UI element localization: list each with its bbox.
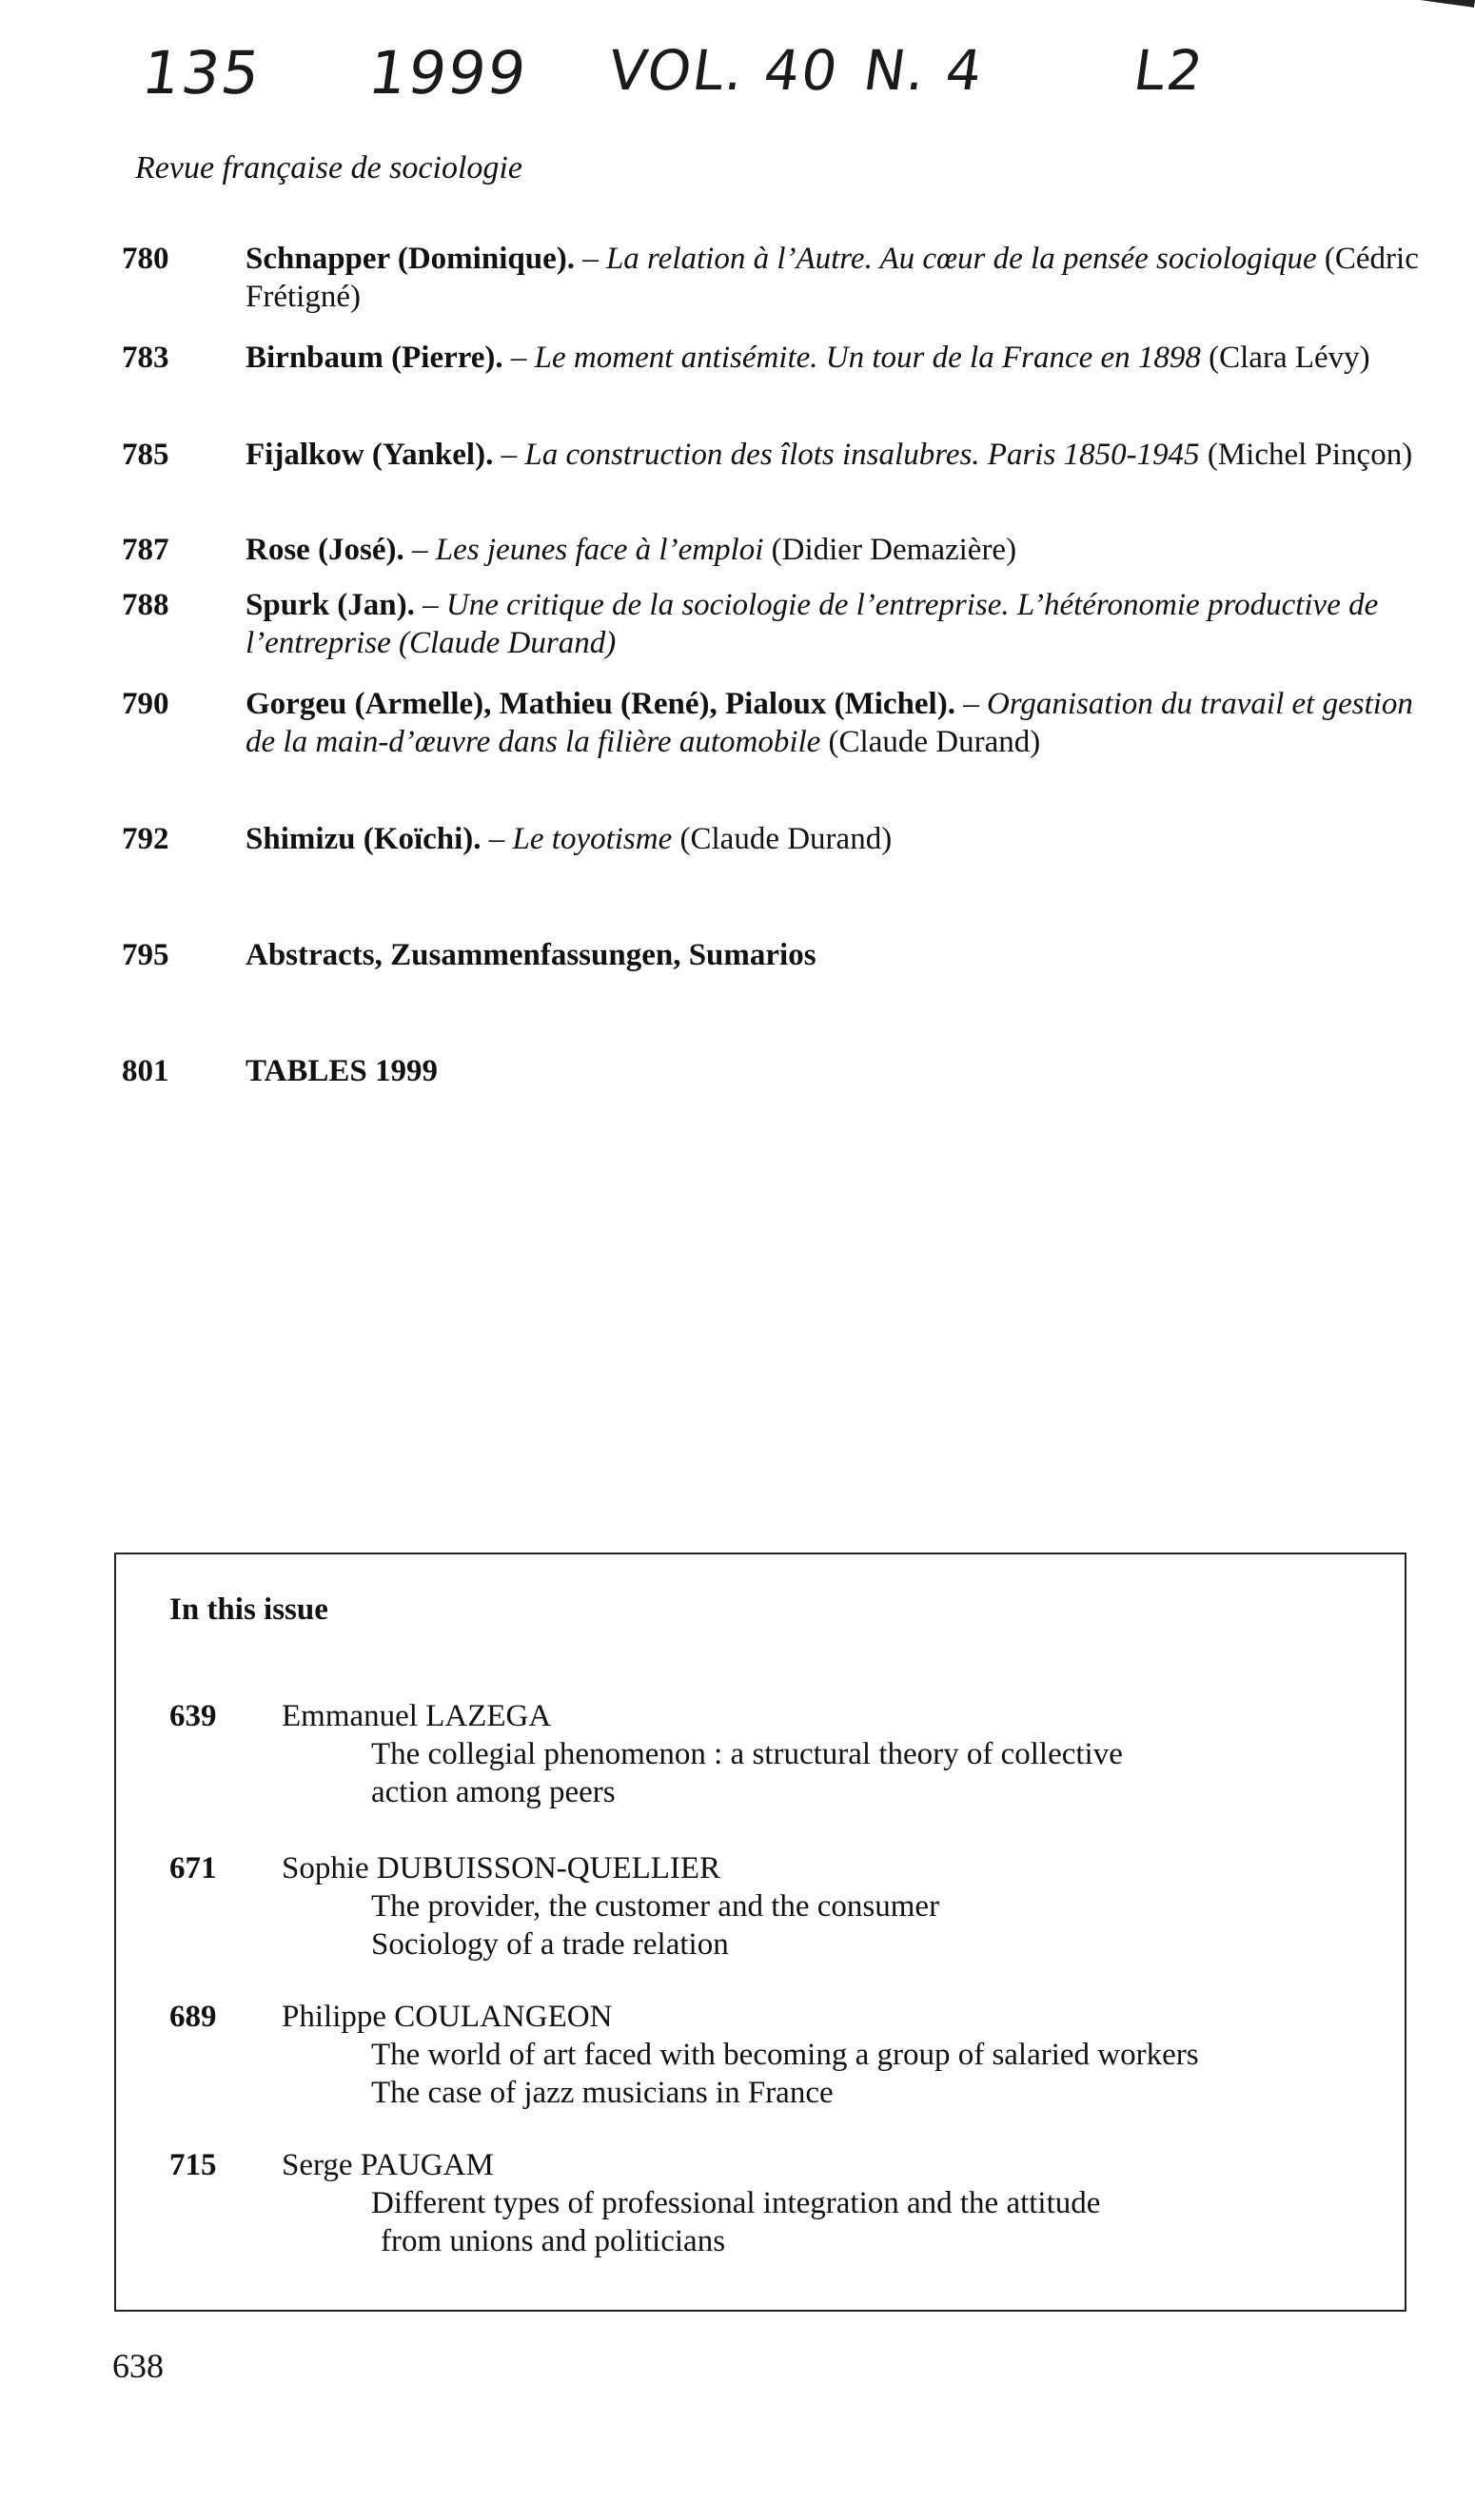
review-author: Spurk (Jan). bbox=[246, 588, 415, 622]
review-page-number: 788 bbox=[122, 588, 169, 622]
article-title-line: Different types of professional integration and the attitude bbox=[371, 2186, 1101, 2220]
article-title-line: action among peers bbox=[371, 1775, 616, 1809]
review-title: Une critique de la sociologie de l’entreprise. L’hétéronomie productive de l’entreprise (Claude Durand) bbox=[246, 588, 1379, 660]
review-title: La relation à l’Autre. Au cœur de la pensée sociologique bbox=[605, 242, 1317, 276]
review-author: Schnapper (Dominique). bbox=[246, 242, 575, 276]
review-text: Rose (José). – Les jeunes face à l’emploi (Didier Demazière) bbox=[246, 533, 1017, 567]
review-author: Rose (José). bbox=[246, 533, 404, 567]
review-author: Birnbaum (Pierre). bbox=[246, 341, 503, 375]
review-title: Le moment antisémite. Un tour de la France en 1898 bbox=[534, 341, 1201, 375]
handwritten-issue: N. 4 bbox=[859, 38, 988, 103]
article-page-number: 689 bbox=[169, 2000, 217, 2034]
journal-title: Revue française de sociologie bbox=[135, 150, 522, 186]
review-title: Organisation du travail et gestion de la main-d’œuvre dans la filière automobile bbox=[246, 687, 1413, 759]
review-page-number: 783 bbox=[122, 341, 169, 375]
handwritten-number: 135 bbox=[137, 38, 266, 107]
scan-edge-mark bbox=[1399, 0, 1475, 8]
review-text: Schnapper (Dominique). – La relation à l’Autre. Au cœur de la pensée sociologique (Cédric Frétigné) bbox=[246, 242, 1419, 314]
article-author: Serge PAUGAM bbox=[282, 2148, 494, 2182]
in-this-issue-heading: In this issue bbox=[169, 1592, 328, 1627]
review-author: Shimizu (Koïchi). bbox=[246, 822, 482, 856]
article-page-number: 715 bbox=[169, 2148, 217, 2182]
article-title-line: Sociology of a trade relation bbox=[371, 1927, 729, 1962]
article-title-line: The world of art faced with becoming a group of salaried workers bbox=[371, 2038, 1199, 2072]
review-text: Shimizu (Koïchi). – Le toyotisme (Claude Durand) bbox=[246, 822, 893, 856]
handwritten-mark: L2 bbox=[1130, 38, 1209, 103]
review-author: Fijalkow (Yankel). bbox=[246, 438, 494, 472]
article-title bbox=[371, 1735, 1361, 1811]
review-title: La construction des îlots insalubres. Paris 1850-1945 bbox=[524, 438, 1200, 472]
section-label: TABLES 1999 bbox=[246, 1054, 439, 1088]
review-reviewer: (Didier Demazière) bbox=[771, 533, 1017, 567]
page-number: 638 bbox=[112, 2347, 164, 2385]
review-reviewer: (Claude Durand) bbox=[679, 822, 893, 856]
handwritten-volume: VOL. 40 bbox=[604, 38, 844, 103]
review-text: Birnbaum (Pierre). – Le moment antisémite. Un tour de la France en 1898 (Clara Lévy) bbox=[246, 341, 1370, 375]
review-page-number: 792 bbox=[122, 822, 169, 856]
review-reviewer: (Michel Pinçon) bbox=[1207, 438, 1413, 472]
section-page-number: 795 bbox=[122, 938, 169, 972]
article-author: Emmanuel LAZEGA bbox=[282, 1699, 552, 1733]
section-label: Abstracts, Zusammenfassungen, Sumarios bbox=[246, 938, 816, 972]
review-text: Spurk (Jan). – Une critique de la sociologie de l’entreprise. L’hétéronomie productive de l’entreprise (Claude Durand) bbox=[246, 588, 1379, 660]
section-page-number: 801 bbox=[122, 1054, 169, 1088]
review-title: Le toyotisme bbox=[512, 822, 673, 856]
article-title-line: from unions and politicians bbox=[381, 2224, 726, 2258]
review-page-number: 790 bbox=[122, 687, 169, 721]
review-text: Gorgeu (Armelle), Mathieu (René), Pialoux (Michel). – Organisation du travail et gestion de la main-d’œuvre dans la filière automobile (Claude Durand) bbox=[246, 687, 1413, 759]
article-author: Philippe COULANGEON bbox=[282, 2000, 613, 2034]
review-page-number: 785 bbox=[122, 438, 169, 472]
article-author: Sophie DUBUISSON-QUELLIER bbox=[282, 1851, 721, 1885]
article-page-number: 639 bbox=[169, 1699, 217, 1733]
review-author: Gorgeu (Armelle), Mathieu (René), Pialoux (Michel). bbox=[246, 687, 955, 721]
review-text: Fijalkow (Yankel). – La construction des îlots insalubres. Paris 1850-1945 (Michel Pinçon) bbox=[246, 438, 1413, 472]
review-reviewer: (Claude Durand) bbox=[828, 725, 1041, 759]
in-this-issue-box bbox=[114, 1553, 1406, 2312]
review-reviewer: (Cédric Frétigné) bbox=[246, 242, 1419, 314]
article-title bbox=[371, 2036, 1361, 2112]
review-page-number: 787 bbox=[122, 533, 169, 567]
review-title: Les jeunes face à l’emploi bbox=[435, 533, 764, 567]
article-page-number: 671 bbox=[169, 1851, 217, 1885]
article-title bbox=[371, 2184, 1361, 2260]
article-title-line: The collegial phenomenon : a structural theory of collective bbox=[371, 1737, 1123, 1771]
article-title-line: The case of jazz musicians in France bbox=[371, 2076, 834, 2110]
handwritten-year: 1999 bbox=[364, 38, 532, 107]
review-reviewer: (Clara Lévy) bbox=[1209, 341, 1370, 375]
article-title bbox=[371, 1887, 1361, 1963]
article-title-line: The provider, the customer and the consumer bbox=[371, 1889, 940, 1924]
review-page-number: 780 bbox=[122, 242, 169, 276]
